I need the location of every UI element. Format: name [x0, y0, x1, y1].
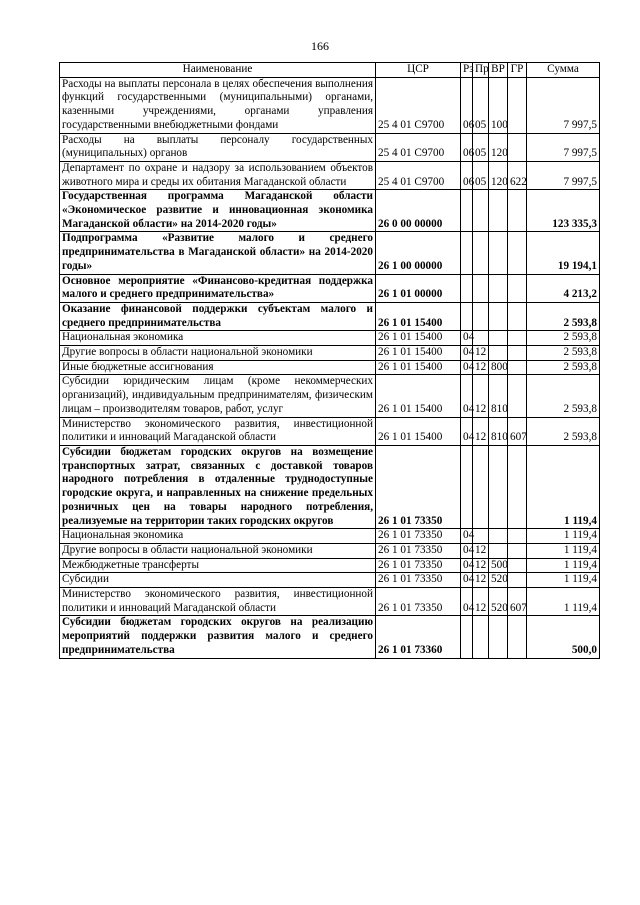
- row-sum: 4 213,2: [527, 274, 600, 302]
- row-pr: [473, 302, 489, 330]
- row-vr: [489, 190, 508, 232]
- row-name: Департамент по охране и надзору за использованием объектов животного мира и среды их обитания Магаданской области: [60, 161, 376, 189]
- row-vr: 810: [489, 375, 508, 417]
- row-sum: 2 593,8: [527, 417, 600, 445]
- row-rz: 06: [461, 77, 473, 133]
- row-vr: 810: [489, 417, 508, 445]
- row-sum: 2 593,8: [527, 331, 600, 346]
- table-row: [60, 77, 600, 133]
- row-pr: 05: [473, 161, 489, 189]
- row-sum: 7 997,5: [527, 161, 600, 189]
- row-gr: [508, 360, 527, 375]
- row-gr: [508, 445, 527, 528]
- row-gr: [508, 529, 527, 544]
- row-rz: 06: [461, 133, 473, 161]
- row-csr: 26 1 01 73350: [376, 543, 461, 558]
- table-row: [60, 543, 600, 558]
- row-sum: 123 335,3: [527, 190, 600, 232]
- row-gr: [508, 232, 527, 274]
- row-rz: 04: [461, 375, 473, 417]
- header-vr: ВР: [489, 63, 508, 78]
- row-name: Субсидии: [60, 573, 376, 588]
- row-name: Государственная программа Магаданской области «Экономическое развитие и инновационная экономика Магаданской области» на 2014-2020 годы»: [60, 190, 376, 232]
- row-name: Основное мероприятие «Финансово-кредитная поддержка малого и среднего предпринимательства»: [60, 274, 376, 302]
- row-sum: 1 119,4: [527, 445, 600, 528]
- row-pr: [473, 331, 489, 346]
- header-rz: Рз: [461, 63, 473, 78]
- row-csr: 26 1 01 15400: [376, 417, 461, 445]
- row-pr: [473, 274, 489, 302]
- row-csr: 26 1 01 15400: [376, 346, 461, 361]
- table-header-row: [60, 63, 600, 78]
- row-vr: 800: [489, 360, 508, 375]
- row-name: Национальная экономика: [60, 331, 376, 346]
- table-row: [60, 360, 600, 375]
- header-gr: ГР: [508, 63, 527, 78]
- row-vr: [489, 302, 508, 330]
- table-row: [60, 232, 600, 274]
- row-gr: 607: [508, 588, 527, 616]
- header-name: Наименование: [60, 63, 376, 78]
- row-vr: 100: [489, 77, 508, 133]
- row-name: Министерство экономического развития, инвестиционной политики и инноваций Магаданской области: [60, 417, 376, 445]
- row-pr: 05: [473, 133, 489, 161]
- row-name: Подпрограмма «Развитие малого и среднего предпринимательства в Магаданской области» на 2014-2020 годы»: [60, 232, 376, 274]
- row-sum: 1 119,4: [527, 529, 600, 544]
- table-row: [60, 445, 600, 528]
- row-pr: 12: [473, 543, 489, 558]
- row-vr: [489, 543, 508, 558]
- row-gr: [508, 616, 527, 658]
- row-vr: [489, 232, 508, 274]
- table-row: [60, 161, 600, 189]
- row-csr: 26 1 01 15400: [376, 302, 461, 330]
- row-gr: [508, 558, 527, 573]
- row-csr: 26 1 01 73360: [376, 616, 461, 658]
- row-csr: 26 1 01 15400: [376, 360, 461, 375]
- row-vr: 520: [489, 588, 508, 616]
- row-vr: [489, 616, 508, 658]
- row-pr: 12: [473, 375, 489, 417]
- row-csr: 25 4 01 С9700: [376, 161, 461, 189]
- row-csr: 26 1 01 15400: [376, 375, 461, 417]
- row-rz: [461, 190, 473, 232]
- row-vr: [489, 331, 508, 346]
- table-row: [60, 331, 600, 346]
- table-row: [60, 274, 600, 302]
- row-csr: 26 1 01 73350: [376, 529, 461, 544]
- row-name: Субсидии бюджетам городских округов на реализацию мероприятий поддержки развития малого и среднего предпринимательства: [60, 616, 376, 658]
- row-sum: 2 593,8: [527, 346, 600, 361]
- row-name: Национальная экономика: [60, 529, 376, 544]
- row-rz: [461, 302, 473, 330]
- budget-table: [59, 62, 600, 659]
- row-name: Межбюджетные трансферты: [60, 558, 376, 573]
- row-pr: [473, 232, 489, 274]
- row-csr: 26 0 00 00000: [376, 190, 461, 232]
- row-gr: [508, 302, 527, 330]
- row-name: Министерство экономического развития, инвестиционной политики и инноваций Магаданской области: [60, 588, 376, 616]
- header-csr: ЦСР: [376, 63, 461, 78]
- row-gr: [508, 573, 527, 588]
- row-gr: [508, 77, 527, 133]
- table-row: [60, 558, 600, 573]
- row-gr: [508, 375, 527, 417]
- row-pr: [473, 190, 489, 232]
- row-rz: 04: [461, 573, 473, 588]
- page-number: 166: [311, 39, 329, 53]
- row-pr: 12: [473, 588, 489, 616]
- row-name: Другие вопросы в области национальной экономики: [60, 543, 376, 558]
- row-gr: [508, 543, 527, 558]
- row-csr: 26 1 01 00000: [376, 274, 461, 302]
- row-pr: 12: [473, 573, 489, 588]
- row-csr: 25 4 01 С9700: [376, 133, 461, 161]
- table-row: [60, 573, 600, 588]
- row-sum: 2 593,8: [527, 360, 600, 375]
- row-pr: [473, 616, 489, 658]
- row-sum: 1 119,4: [527, 588, 600, 616]
- table-row: [60, 346, 600, 361]
- table-row: [60, 588, 600, 616]
- row-pr: [473, 529, 489, 544]
- row-pr: 12: [473, 417, 489, 445]
- row-gr: [508, 190, 527, 232]
- row-name: Иные бюджетные ассигнования: [60, 360, 376, 375]
- row-vr: [489, 274, 508, 302]
- row-sum: 7 997,5: [527, 133, 600, 161]
- row-sum: 19 194,1: [527, 232, 600, 274]
- row-rz: 04: [461, 346, 473, 361]
- row-sum: 1 119,4: [527, 558, 600, 573]
- header-pr: Пр: [473, 63, 489, 78]
- row-gr: [508, 346, 527, 361]
- row-pr: 12: [473, 346, 489, 361]
- row-pr: 12: [473, 360, 489, 375]
- table-row: [60, 190, 600, 232]
- row-gr: [508, 331, 527, 346]
- row-csr: 26 1 01 73350: [376, 573, 461, 588]
- row-csr: 26 1 00 00000: [376, 232, 461, 274]
- row-gr: [508, 274, 527, 302]
- row-sum: 1 119,4: [527, 543, 600, 558]
- row-vr: 520: [489, 573, 508, 588]
- row-rz: 04: [461, 360, 473, 375]
- row-pr: 12: [473, 558, 489, 573]
- table-row: [60, 375, 600, 417]
- row-name: Субсидии бюджетам городских округов на возмещение транспортных затрат, связанных с доставкой товаров народного потребления в отдаленные труднодоступные городские округа, и направленных на снижение предельных розничных цен на товары народного потребления, реализуемые на территории таких городских округов: [60, 445, 376, 528]
- row-sum: 500,0: [527, 616, 600, 658]
- row-sum: 2 593,8: [527, 375, 600, 417]
- row-name: Расходы на выплаты персоналу государственных (муниципальных) органов: [60, 133, 376, 161]
- row-name: Расходы на выплаты персонала в целях обеспечения выполнения функций государственными (муниципальными) органами, казенными учреждениями, органами управления государственными внебюджетными фондами: [60, 77, 376, 133]
- row-csr: 25 4 01 С9700: [376, 77, 461, 133]
- row-rz: [461, 445, 473, 528]
- row-gr: 622: [508, 161, 527, 189]
- row-vr: [489, 445, 508, 528]
- table-body: [60, 77, 600, 658]
- row-rz: 04: [461, 417, 473, 445]
- row-csr: 26 1 01 73350: [376, 588, 461, 616]
- row-rz: [461, 616, 473, 658]
- table-row: [60, 417, 600, 445]
- row-vr: 120: [489, 161, 508, 189]
- row-sum: 1 119,4: [527, 573, 600, 588]
- row-csr: 26 1 01 73350: [376, 445, 461, 528]
- row-rz: 04: [461, 588, 473, 616]
- table-row: [60, 133, 600, 161]
- row-rz: 04: [461, 558, 473, 573]
- row-vr: [489, 529, 508, 544]
- row-name: Оказание финансовой поддержки субъектам малого и среднего предпринимательства: [60, 302, 376, 330]
- row-csr: 26 1 01 15400: [376, 331, 461, 346]
- row-pr: 05: [473, 77, 489, 133]
- table-row: [60, 302, 600, 330]
- header-sum: Сумма: [527, 63, 600, 78]
- row-rz: 04: [461, 529, 473, 544]
- row-vr: [489, 346, 508, 361]
- table-row: [60, 616, 600, 658]
- row-rz: 06: [461, 161, 473, 189]
- row-rz: [461, 274, 473, 302]
- row-gr: [508, 133, 527, 161]
- row-sum: 7 997,5: [527, 77, 600, 133]
- row-rz: [461, 232, 473, 274]
- row-vr: 120: [489, 133, 508, 161]
- row-csr: 26 1 01 73350: [376, 558, 461, 573]
- table-row: [60, 529, 600, 544]
- row-name: Другие вопросы в области национальной экономики: [60, 346, 376, 361]
- row-rz: 04: [461, 543, 473, 558]
- row-name: Субсидии юридическим лицам (кроме некоммерческих организаций), индивидуальным предпринимателям, физическим лицам – производителям товаров, работ, услуг: [60, 375, 376, 417]
- row-rz: 04: [461, 331, 473, 346]
- row-vr: 500: [489, 558, 508, 573]
- row-pr: [473, 445, 489, 528]
- row-gr: 607: [508, 417, 527, 445]
- row-sum: 2 593,8: [527, 302, 600, 330]
